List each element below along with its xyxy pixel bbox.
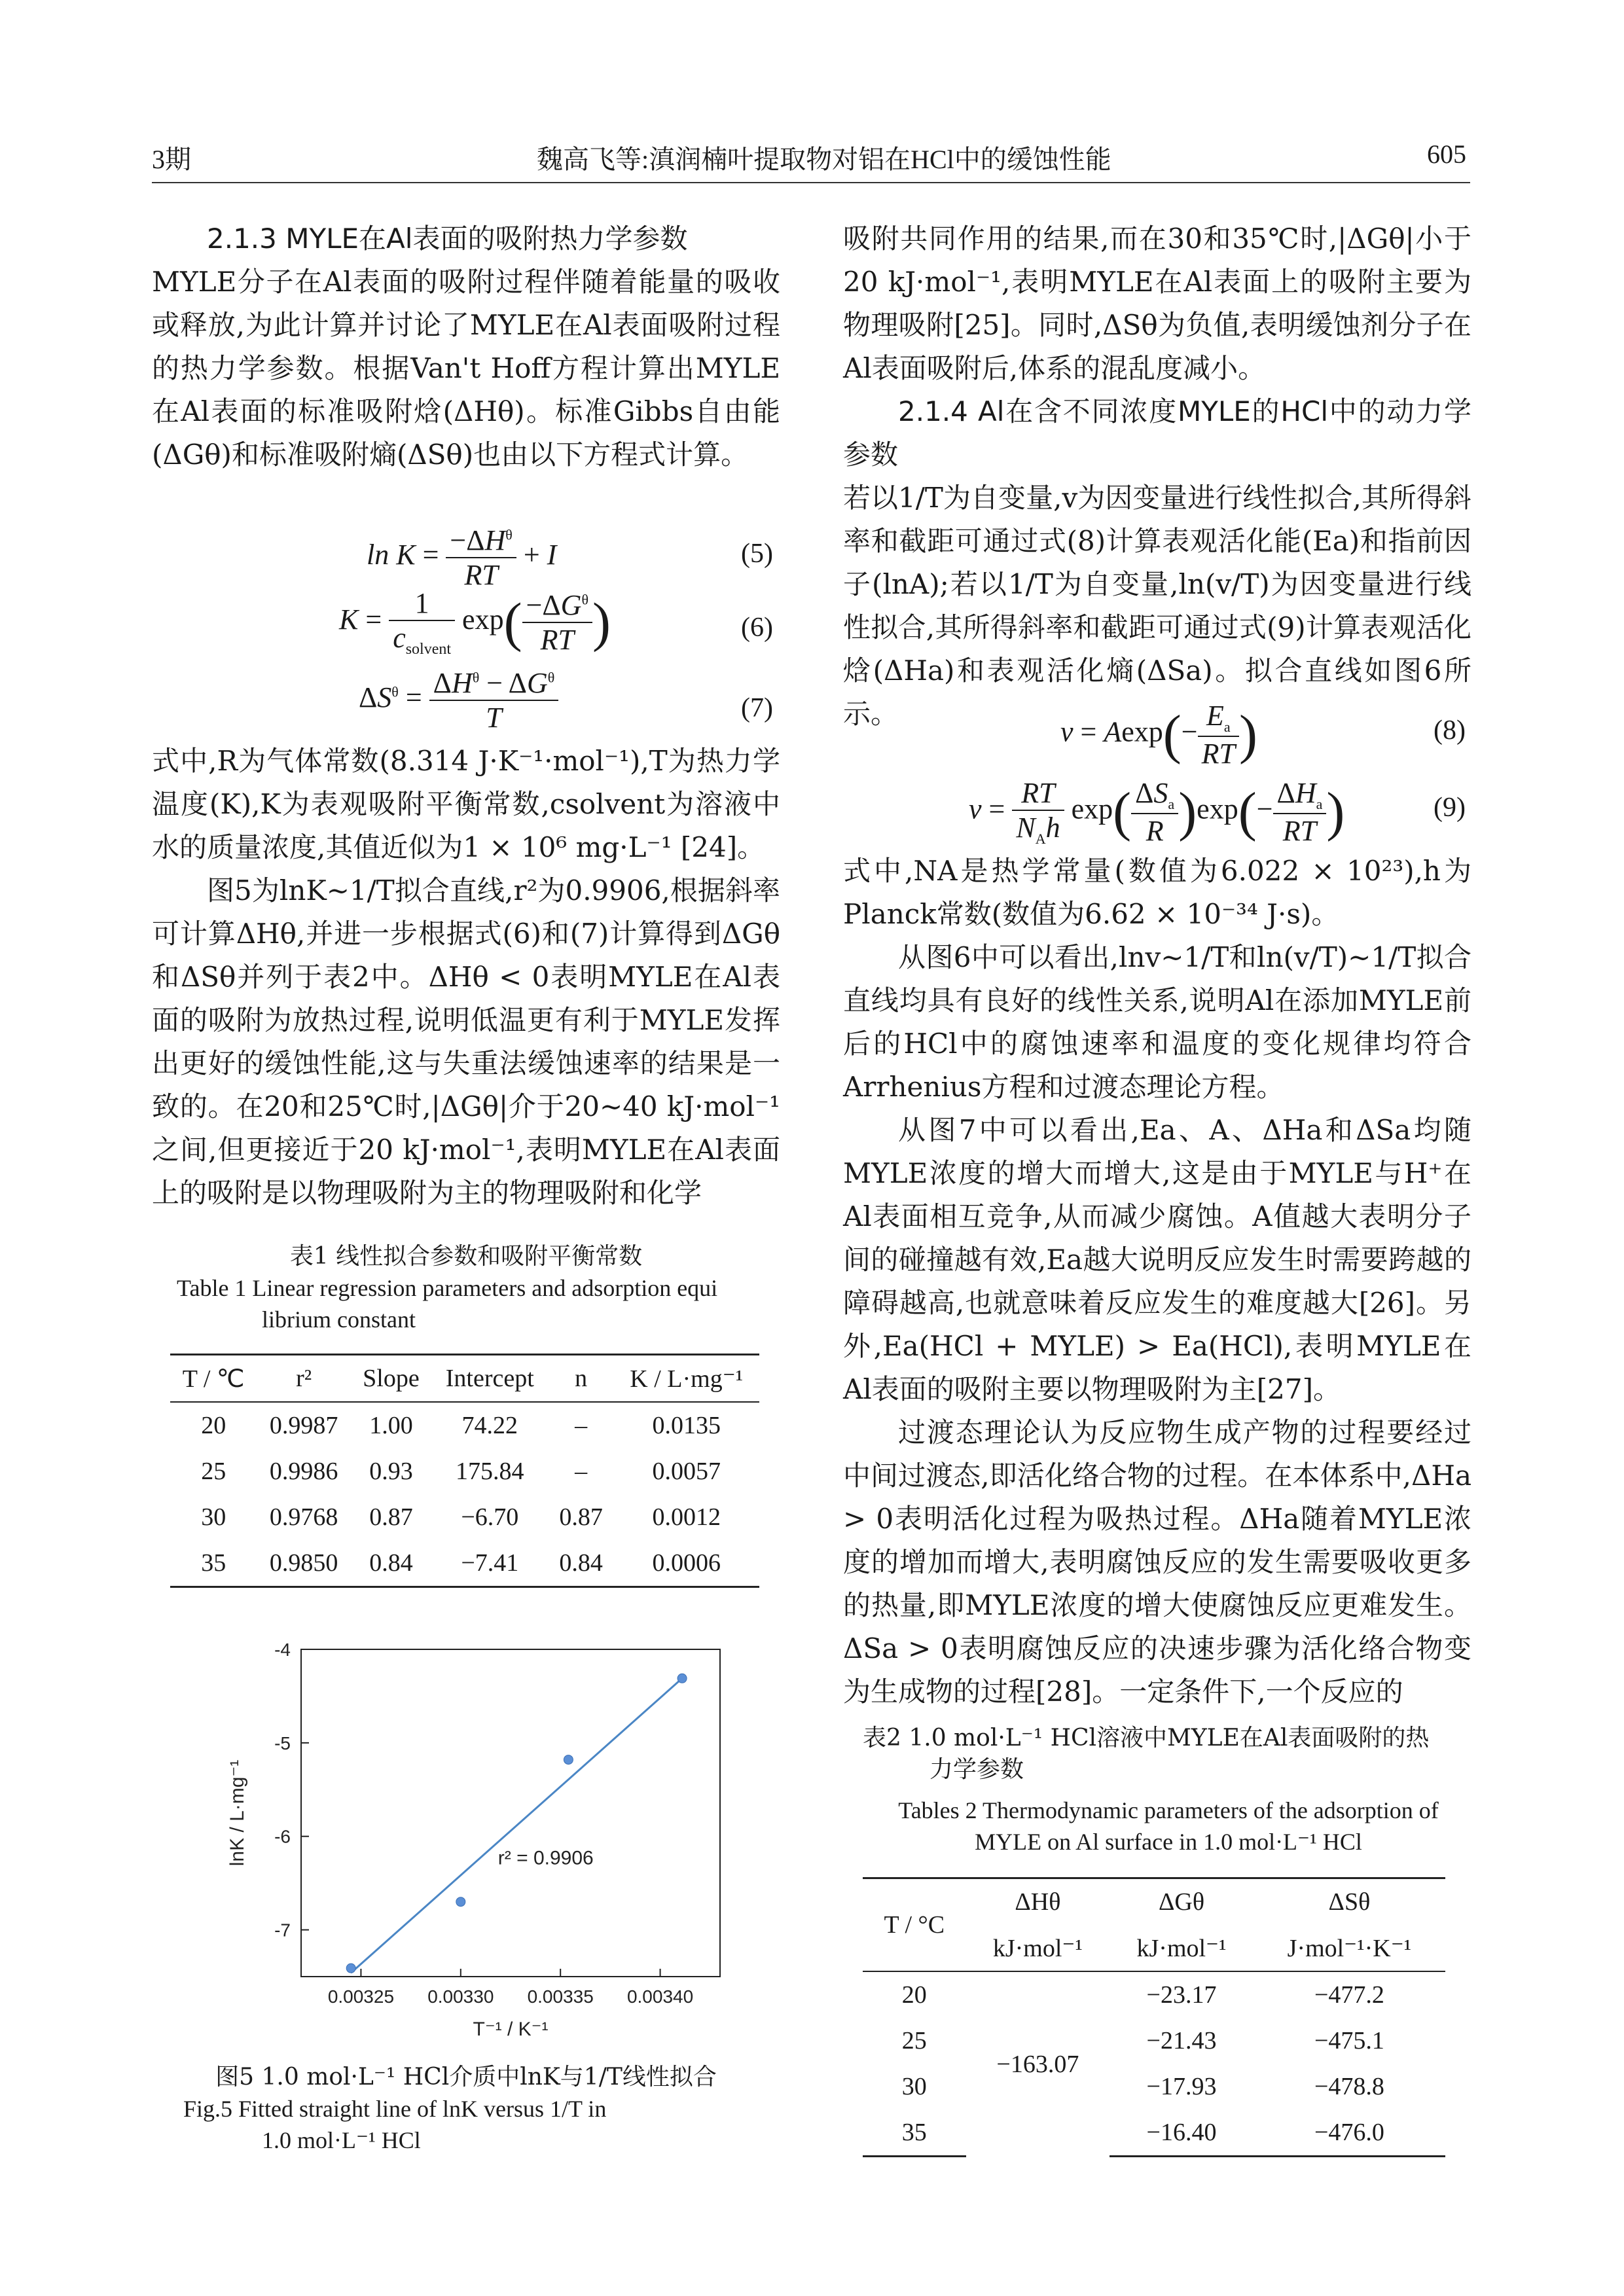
paragraph: 若以1/T为自变量,v为因变量进行线性拟合,其所得斜率和截距可通过式(8)计算表观活化能(Ea)和指前因子(lnA);若以1/T为自变量,ln(v/T)为因变量进行线性拟合,其所得斜率和截距可通过式(9)计算表观活化焓(ΔHa)和表观活化熵(ΔSa)。拟合直线如图6所示。 bbox=[843, 482, 1471, 730]
table-cell: 0.0006 bbox=[613, 1540, 759, 1587]
x-tick-label: 0.00340 bbox=[626, 1986, 694, 2007]
table-row bbox=[863, 2018, 1445, 2064]
table-cell: 35 bbox=[863, 2109, 966, 2157]
table-cell: – bbox=[575, 1412, 588, 1439]
table2-caption-en: Tables 2 Thermodynamic parameters of the adsorption of bbox=[898, 1797, 1439, 1823]
table-header: Intercept bbox=[431, 1355, 549, 1403]
y-tick-label: -4 bbox=[274, 1640, 291, 1660]
table-cell: 20 bbox=[901, 1981, 927, 2009]
table1-caption-en: Table 1 Linear regression parameters and adsorption equi bbox=[177, 1275, 718, 1301]
paragraph: 从图6中可以看出,lnv~1/T和ln(v/T)~1/T拟合直线均具有良好的线性关系,说明Al在添加MYLE前后的HCl中的腐蚀速率和温度的变化规律均符合Arrhenius方程和过渡态理论方程。 bbox=[843, 941, 1471, 1103]
paragraph: 过渡态理论认为反应物生成产物的过程要经过中间过渡态,即活化络合物的过程。在本体系中,ΔHa > 0表明活化过程为吸热过程。ΔHa随着MYLE浓度的增加而增大,表明腐蚀反应的发生需要吸收更多的热量,即MYLE浓度的增大使腐蚀反应更难发生。ΔSa > 0表明腐蚀反应的决速步骤为活化络合物变为生成物的过程[28]。一定条件下,一个反应的 bbox=[843, 1416, 1471, 1708]
data-point bbox=[677, 1674, 687, 1683]
equation-8: v = Aexp(− $\frac{E_a}{RT}$ ) bbox=[1060, 700, 1257, 770]
equation-6-number: (6) bbox=[741, 613, 773, 643]
table1-caption-cn: 表1 线性拟合参数和吸附平衡常数 bbox=[289, 1243, 643, 1270]
table-cell: 74.22 bbox=[461, 1412, 518, 1439]
table-cell: 0.0012 bbox=[652, 1503, 721, 1531]
x-tick-label: 0.00330 bbox=[427, 1986, 494, 2007]
figure5-caption-cn: 图5 1.0 mol·L⁻¹ HCl介质中lnK与1/T线性拟合 bbox=[215, 2064, 717, 2090]
table-cell: −475.1 bbox=[1314, 2027, 1384, 2054]
table-cell: – bbox=[575, 1458, 588, 1485]
y-tick-label: -7 bbox=[274, 1920, 291, 1941]
table-header: Slope bbox=[351, 1355, 431, 1403]
section-heading-2-1-4: 2.1.4 Al在含不同浓度MYLE的HCl中的动力学参数 bbox=[843, 395, 1471, 471]
equation-5: ln K = $\frac{-\Delta H^\theta}{RT}$ + I bbox=[367, 524, 557, 591]
table-cell: 20 bbox=[201, 1412, 226, 1439]
table-cell: −477.2 bbox=[1314, 1981, 1384, 2009]
table-header-unit: kJ·mol⁻¹ bbox=[1110, 1925, 1254, 1971]
paragraph: 从图7中可以看出,Ea、A、ΔHa和ΔSa均随MYLE浓度的增大而增大,这是由于MYLE与H⁺在Al表面相互竞争,从而减少腐蚀。A值越大表明分子间的碰撞越有效,Ea越大说明反应发生时需要跨越的障碍越高,也就意味着反应发生的难度越大[26]。另外,Ea(HCl + MYLE) > Ea(HCl),表明MYLE在Al表面的吸附主要以物理吸附为主[27]。 bbox=[843, 1114, 1471, 1405]
equation-7-number: (7) bbox=[741, 693, 773, 723]
equation-9-number: (9) bbox=[1434, 793, 1466, 823]
table-cell: −17.93 bbox=[1146, 2073, 1217, 2100]
figure5-caption-en-cont: 1.0 mol·L⁻¹ HCl bbox=[262, 2127, 421, 2153]
table1 bbox=[170, 1354, 759, 1588]
page-number: 605 bbox=[1427, 139, 1466, 169]
table-row bbox=[863, 2064, 1445, 2109]
table-header: ΔSθ bbox=[1254, 1878, 1445, 1926]
table2 bbox=[863, 1877, 1445, 2157]
equation-9: v = $\frac{RT}{N_Ah}$ exp( $\frac{\Delta S_a}{R}$ )exp(− $\frac{\Delta H_a}{RT}$ ) bbox=[969, 777, 1345, 847]
table-row bbox=[170, 1402, 759, 1448]
data-point bbox=[346, 1964, 355, 1973]
table-cell: 25 bbox=[901, 2027, 927, 2054]
x-tick-label: 0.00325 bbox=[327, 1986, 395, 2007]
plot-frame bbox=[301, 1649, 720, 1977]
table-cell: 0.84 bbox=[351, 1540, 431, 1587]
equation-5-number: (5) bbox=[741, 539, 773, 569]
equation-8-number: (8) bbox=[1434, 715, 1466, 745]
fit-line bbox=[351, 1678, 682, 1973]
table-cell: 0.93 bbox=[369, 1458, 413, 1485]
table-header: T / °C bbox=[863, 1878, 966, 1972]
table-header-unit: kJ·mol⁻¹ bbox=[966, 1925, 1110, 1971]
figure5-caption-en: Fig.5 Fitted straight line of lnK versus 1/T in bbox=[183, 2096, 607, 2122]
y-tick-label: -6 bbox=[274, 1826, 291, 1847]
table-cell: 25 bbox=[201, 1458, 226, 1485]
table-cell: 0.9768 bbox=[269, 1503, 338, 1531]
table-cell: −16.40 bbox=[1110, 2109, 1254, 2157]
header-rule bbox=[152, 182, 1470, 183]
table-cell: 30 bbox=[901, 2073, 927, 2100]
table2-caption-cn-cont: 力学参数 bbox=[929, 1756, 1024, 1783]
table-cell: −6.70 bbox=[461, 1503, 519, 1531]
table-header: n bbox=[549, 1355, 614, 1403]
table-cell: 0.87 bbox=[369, 1503, 413, 1531]
left-column-bottom bbox=[152, 740, 780, 1215]
right-column-bottom bbox=[843, 850, 1471, 1713]
table-row bbox=[170, 1448, 759, 1494]
right-column-top bbox=[843, 217, 1471, 736]
table-row bbox=[170, 1540, 759, 1587]
table-cell: 175.84 bbox=[456, 1458, 524, 1485]
table-cell: 0.9850 bbox=[257, 1540, 351, 1587]
table-header: r² bbox=[257, 1355, 351, 1403]
table-cell: 0.9987 bbox=[269, 1412, 338, 1439]
figure5-chart bbox=[209, 1636, 733, 2042]
table-cell: 0.87 bbox=[559, 1503, 603, 1531]
paragraph: 式中,R为气体常数(8.314 J·K⁻¹·mol⁻¹),T为热力学温度(K),K为表观吸附平衡常数,csolvent为溶液中水的质量浓度,其值近似为1 × 10⁶ mg·L⁻¹ [24]。 bbox=[152, 745, 780, 863]
table-header: ΔHθ bbox=[966, 1878, 1110, 1926]
table-header: ΔGθ bbox=[1110, 1878, 1254, 1926]
equation-6: K = $\frac{1}{c_{solvent}}$ exp( $\frac{-\Delta G^\theta}{RT}$ ) bbox=[339, 587, 611, 658]
table1-caption-en-cont: librium constant bbox=[262, 1306, 416, 1333]
table-cell: −21.43 bbox=[1146, 2027, 1217, 2054]
table-row bbox=[170, 1494, 759, 1540]
table2-caption-cn: 表2 1.0 mol·L⁻¹ HCl溶液中MYLE在Al表面吸附的热 bbox=[863, 1725, 1430, 1751]
table-header: K / L·mg⁻¹ bbox=[613, 1355, 759, 1403]
table-cell: 1.00 bbox=[369, 1412, 413, 1439]
table-cell: −7.41 bbox=[431, 1540, 549, 1587]
y-axis-label: lnK / L·mg⁻¹ bbox=[226, 1759, 248, 1867]
paragraph: 图5为lnK~1/T拟合直线,r²为0.9906,根据斜率可计算ΔHθ,并进一步根据式(6)和(7)计算得到ΔGθ和ΔSθ并列于表2中。ΔHθ < 0表明MYLE在Al表面的吸附为放热过程,说明低温更有利于MYLE发挥出更好的缓蚀性能,这与失重法缓蚀速率的结果是一致的。在20和25℃时,|ΔGθ|介于20~40 kJ·mol⁻¹之间,但更接近于20 kJ·mol⁻¹,表明MYLE在Al表面上的吸附是以物理吸附为主的物理吸附和化学 bbox=[152, 874, 780, 1209]
table-cell: −476.0 bbox=[1254, 2109, 1445, 2157]
table-cell: −23.17 bbox=[1146, 1981, 1217, 2009]
data-point bbox=[564, 1755, 573, 1765]
table-cell: 0.9986 bbox=[269, 1458, 338, 1485]
table-row bbox=[863, 2109, 1445, 2157]
table-header-unit: J·mol⁻¹·K⁻¹ bbox=[1254, 1925, 1445, 1971]
section-heading-2-1-3: 2.1.3 MYLE在Al表面的吸附热力学参数 bbox=[207, 223, 688, 255]
paragraph: MYLE分子在Al表面的吸附过程伴随着能量的吸收或释放,为此计算并讨论了MYLE在Al表面吸附过程的热力学参数。根据Van't Hoff方程计算出MYLE在Al表面的标准吸附焓(ΔHθ)。标准Gibbs自由能(ΔGθ)和标准吸附熵(ΔSθ)也由以下方程式计算。 bbox=[152, 266, 780, 471]
table-cell: −163.07 bbox=[996, 2050, 1079, 2078]
running-title: 魏高飞等:滇润楠叶提取物对铝在HCl中的缓蚀性能 bbox=[537, 145, 1111, 174]
issue-number: 3期 bbox=[152, 145, 191, 174]
table-cell: −478.8 bbox=[1314, 2073, 1384, 2100]
table-cell: 0.84 bbox=[549, 1540, 614, 1587]
table-cell: 35 bbox=[170, 1540, 257, 1587]
table-cell: 30 bbox=[201, 1503, 226, 1531]
table-cell: 0.0057 bbox=[652, 1458, 721, 1485]
table2-caption-en-cont: MYLE on Al surface in 1.0 mol·L⁻¹ HCl bbox=[975, 1829, 1362, 1855]
data-point bbox=[456, 1897, 465, 1907]
left-column-top bbox=[152, 217, 780, 476]
table-row bbox=[863, 1971, 1445, 2018]
fit-annotation: r² = 0.9906 bbox=[497, 1847, 594, 1869]
table-cell: 0.0135 bbox=[652, 1412, 721, 1439]
y-tick-label: -5 bbox=[274, 1732, 291, 1753]
paragraph: 吸附共同作用的结果,而在30和35℃时,|ΔGθ|小于20 kJ·mol⁻¹,表明MYLE在Al表面上的吸附主要为物理吸附[25]。同时,ΔSθ为负值,表明缓蚀剂分子在Al表面吸附后,体系的混乱度减小。 bbox=[843, 223, 1471, 384]
equation-7: $\Delta S^\theta$ = $\frac{\Delta H^\theta - \Delta G^\theta}{T}$ bbox=[359, 666, 558, 734]
x-tick-label: 0.00335 bbox=[527, 1986, 594, 2007]
x-axis-label: T⁻¹ / K⁻¹ bbox=[473, 2018, 549, 2040]
paragraph: 式中,NA是热学常量(数值为6.022 × 10²³),h为Planck常数(数值为6.62 × 10⁻³⁴ J·s)。 bbox=[843, 855, 1471, 930]
table-header: T / ℃ bbox=[170, 1355, 257, 1403]
